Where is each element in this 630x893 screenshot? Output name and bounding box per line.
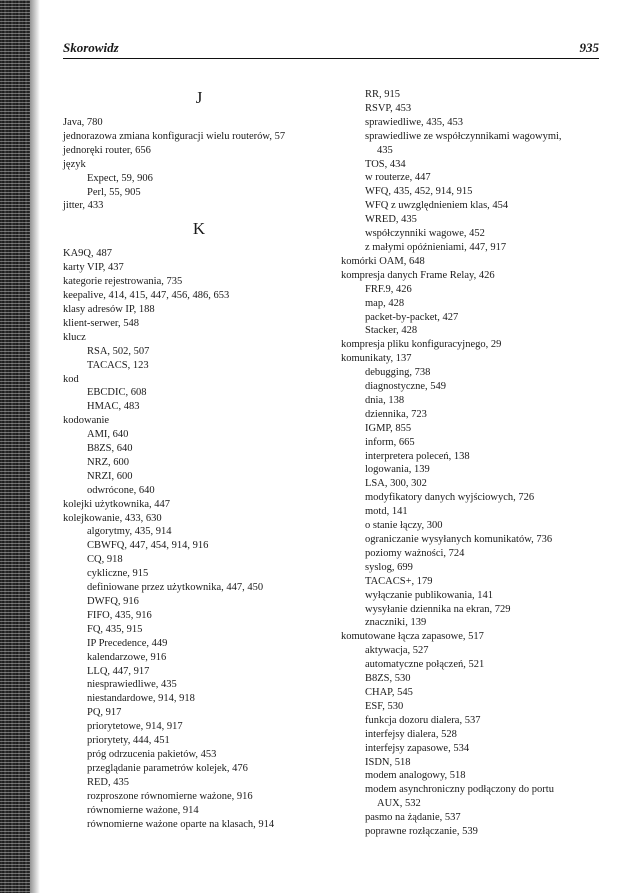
index-entry: jednoręki router, 656	[63, 144, 151, 156]
index-subentry: CHAP, 545	[365, 686, 413, 698]
index-subentry: sprawiedliwe, 435, 453	[365, 116, 463, 128]
index-column-left	[63, 88, 325, 831]
index-subentry: próg odrzucenia pakietów, 453	[87, 748, 217, 760]
index-subentry: CBWFQ, 447, 454, 914, 916	[87, 540, 209, 552]
index-subentry: algorytmy, 435, 914	[87, 526, 172, 538]
index-subentry: modyfikatory danych wyjściowych, 726	[365, 492, 535, 504]
index-subentry: NRZ, 600	[87, 456, 129, 468]
index-subentry: syslog, 699	[365, 561, 413, 573]
index-entry: kod	[63, 373, 79, 385]
index-subentry: modem asynchroniczny podłączony do portu	[365, 784, 554, 796]
index-subentry: automatyczne połączeń, 521	[365, 659, 485, 671]
index-subentry: motd, 141	[365, 506, 408, 518]
index-subentry: FIFO, 435, 916	[87, 609, 152, 621]
index-entry: komórki OAM, 648	[341, 255, 425, 267]
index-subentry: definiowane przez użytkownika, 447, 450	[87, 582, 264, 594]
index-subentry: poprawne rozłączanie, 539	[365, 826, 478, 838]
index-subentry: Stacker, 428	[365, 325, 418, 337]
index-entry: kodowanie	[63, 415, 110, 427]
index-entry: kompresja danych Frame Relay, 426	[341, 269, 495, 281]
index-subentry: LLQ, 447, 917	[87, 665, 150, 677]
index-subentry: B8ZS, 530	[365, 673, 411, 685]
index-subentry: interpretera poleceń, 138	[365, 450, 470, 462]
index-subentry: WFQ, 435, 452, 914, 915	[365, 186, 473, 198]
index-subentry: PQ, 917	[87, 707, 122, 719]
index-entry: keepalive, 414, 415, 447, 456, 486, 653	[63, 290, 230, 302]
index-subentry: B8ZS, 640	[87, 443, 133, 455]
index-list-j	[63, 116, 325, 213]
index-list-k	[63, 247, 325, 831]
index-subentry: pasmo na żądanie, 537	[365, 812, 461, 824]
index-subentry: odwrócone, 640	[87, 484, 155, 496]
index-subentry: WRED, 435	[365, 214, 417, 226]
index-subentry: IP Precedence, 449	[87, 637, 168, 649]
index-entry: klient-serwer, 548	[63, 317, 139, 329]
index-subentry: w routerze, 447	[365, 172, 431, 184]
index-subentry: RSA, 502, 507	[87, 345, 150, 357]
index-subentry: kalendarzowe, 916	[87, 651, 167, 663]
index-entry: jednorazowa zmiana konfiguracji wielu routerów, 57	[63, 130, 286, 142]
index-subentry: równomierne ważone oparte na klasach, 914	[87, 818, 275, 830]
index-entry: karty VIP, 437	[63, 262, 124, 274]
index-subentry: znaczniki, 139	[365, 617, 427, 629]
index-subentry: współczynniki wagowe, 452	[365, 228, 485, 240]
page-number: 935	[579, 40, 599, 55]
index-subentry: wysyłanie dziennika na ekran, 729	[365, 603, 511, 615]
index-subentry: RED, 435	[87, 776, 129, 788]
index-subentry: 435	[377, 144, 393, 156]
index-subentry: niestandardowe, 914, 918	[87, 693, 195, 705]
index-subentry: packet-by-packet, 427	[365, 311, 459, 323]
index-subentry: EBCDIC, 608	[87, 387, 147, 399]
index-subentry: debugging, 738	[365, 367, 431, 379]
index-subentry: sprawiedliwe ze współczynnikami wagowymi,	[365, 130, 562, 142]
section-letter-j: J	[195, 88, 203, 107]
index-subentry: aktywacja, 527	[365, 645, 429, 657]
index-subentry: HMAC, 483	[87, 401, 140, 413]
index-subentry: RR, 915	[365, 89, 401, 100]
index-subentry: inform, 665	[365, 436, 415, 448]
index-entry: klucz	[63, 331, 86, 343]
index-subentry: interfejsy dialera, 528	[365, 728, 457, 740]
section-letter-k: K	[192, 219, 206, 239]
page-header	[63, 38, 599, 59]
index-column-right	[341, 88, 603, 839]
index-entry: kategorie rejestrowania, 735	[63, 276, 183, 288]
index-subentry: FQ, 435, 915	[87, 623, 143, 635]
book-spine-shadow	[0, 0, 30, 893]
index-subentry: Expect, 59, 906	[87, 172, 153, 184]
index-subentry: TOS, 434	[365, 158, 406, 170]
index-subentry: dnia, 138	[365, 394, 405, 406]
index-entry: kompresja pliku konfiguracyjnego, 29	[341, 339, 502, 351]
index-subentry: modem analogowy, 518	[365, 770, 466, 782]
index-subentry: wyłączanie publikowania, 141	[365, 589, 493, 601]
index-entry: klasy adresów IP, 188	[63, 303, 155, 315]
index-subentry: z małymi opóźnieniami, 447, 917	[365, 241, 507, 253]
index-subentry: rozproszone równomierne ważone, 916	[87, 790, 253, 802]
index-subentry: interfejsy zapasowe, 534	[365, 742, 470, 754]
index-subentry: ograniczanie wysyłanych komunikatów, 736	[365, 534, 553, 545]
index-subentry: cykliczne, 915	[87, 568, 149, 580]
index-subentry: TACACS+, 179	[365, 575, 433, 587]
index-subentry: dziennika, 723	[365, 408, 427, 420]
index-entry: KA9Q, 487	[63, 248, 112, 260]
index-subentry: równomierne ważone, 914	[87, 804, 199, 816]
index-subentry: TACACS, 123	[87, 359, 149, 371]
index-subentry: priorytety, 444, 451	[87, 735, 170, 747]
index-subentry: ISDN, 518	[365, 756, 411, 768]
index-subentry: CQ, 918	[87, 554, 123, 566]
index-entry: kolejki użytkownika, 447	[63, 498, 171, 510]
index-subentry: Perl, 55, 905	[87, 186, 141, 198]
index-subentry: AMI, 640	[87, 429, 129, 441]
index-subentry: ESF, 530	[365, 700, 404, 712]
index-subentry: diagnostyczne, 549	[365, 381, 447, 393]
index-subentry: poziomy ważności, 724	[365, 547, 465, 559]
index-subentry: FRF.9, 426	[365, 283, 412, 295]
index-subentry: NRZI, 600	[87, 470, 133, 482]
index-subentry: przeglądanie parametrów kolejek, 476	[87, 762, 248, 774]
index-subentry: IGMP, 855	[365, 422, 412, 434]
index-subentry: priorytetowe, 914, 917	[87, 721, 183, 733]
running-head-title: Skorowidz	[63, 40, 119, 55]
index-entry: język	[63, 158, 86, 170]
index-entry: Java, 780	[63, 117, 103, 128]
index-subentry: o stanie łączy, 300	[365, 520, 443, 532]
index-entry: kolejkowanie, 433, 630	[63, 512, 162, 524]
index-subentry: RSVP, 453	[365, 102, 412, 114]
index-subentry: DWFQ, 916	[87, 596, 139, 607]
index-subentry: map, 428	[365, 297, 405, 309]
index-subentry: WFQ z uwzględnieniem klas, 454	[365, 200, 509, 212]
index-list-right	[341, 88, 603, 839]
index-entry: jitter, 433	[63, 200, 104, 212]
index-subentry: funkcja dozoru dialera, 537	[365, 714, 481, 726]
index-subentry: niesprawiedliwe, 435	[87, 679, 177, 691]
index-subentry: LSA, 300, 302	[365, 478, 427, 490]
index-entry: komunikaty, 137	[341, 353, 412, 365]
index-entry: komutowane łącza zapasowe, 517	[341, 631, 484, 643]
index-subentry: logowania, 139	[365, 464, 430, 476]
index-subentry: AUX, 532	[377, 798, 421, 810]
